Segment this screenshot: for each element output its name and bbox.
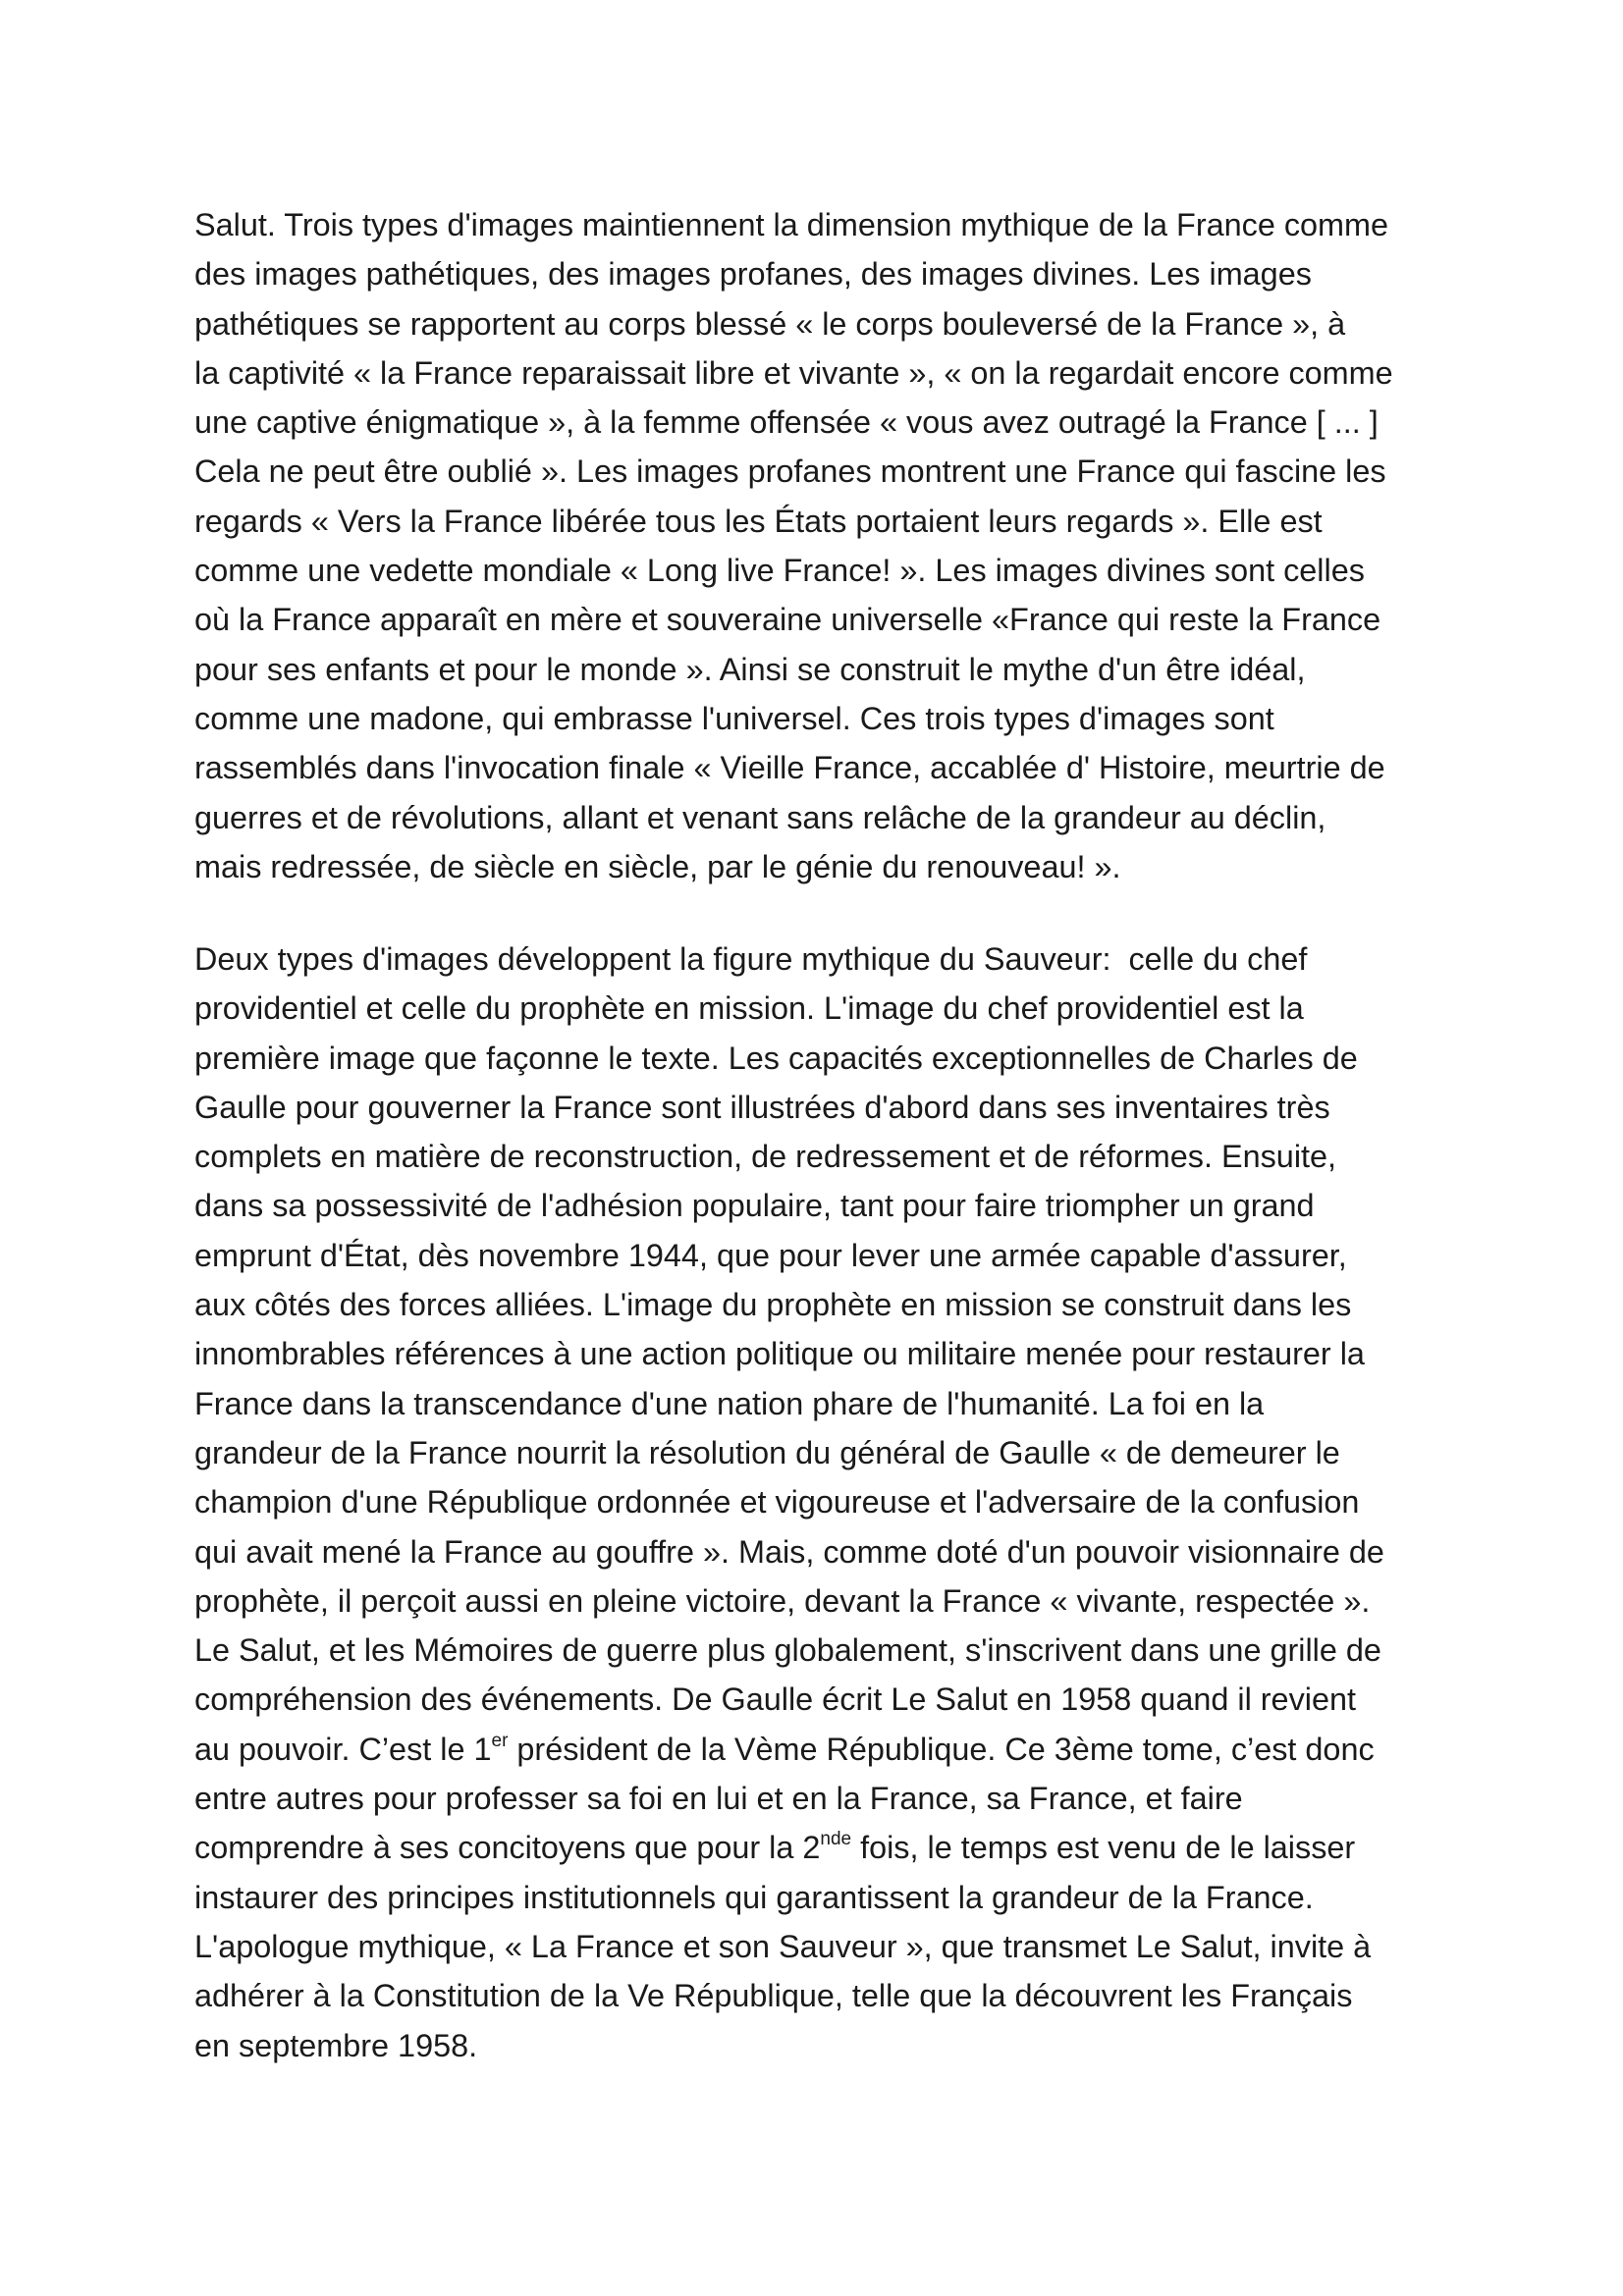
- text-line: première image que façonne le texte. Les capacités exceptionnelles de Charles de: [194, 1040, 1358, 1076]
- text-line: pour ses enfants et pour le monde ». Ainsi se construit le mythe d'un être idéal,: [194, 651, 1306, 687]
- text-line: pathétiques se rapportent au corps blessé « le corps bouleversé de la France », à: [194, 305, 1346, 342]
- text-line: Cela ne peut être oublié ». Les images profanes montrent une France qui fascine les: [194, 454, 1386, 490]
- text-line: en septembre 1958.: [194, 2027, 478, 2063]
- text-line: des images pathétiques, des images profanes, des images divines. Les images: [194, 256, 1312, 293]
- text-line: la captivité « la France reparaissait libre et vivante », « on la regardait encore comme: [194, 354, 1393, 391]
- text-line: comme une madone, qui embrasse l'universel. Ces trois types d'images sont: [194, 700, 1274, 736]
- paragraph-france-images: [194, 200, 1461, 891]
- text-segment: fois, le temps est venu de le laisser: [851, 1830, 1356, 1866]
- text-line-with-superscript: [194, 1725, 1461, 1774]
- paragraph-sauveur-images: [194, 934, 1461, 2070]
- ordinal-superscript: er: [491, 1730, 509, 1751]
- text-line: entre autres pour professer sa foi en lui et en la France, sa France, et faire: [194, 1781, 1243, 1817]
- text-line: L'apologue mythique, « La France et son Sauveur », que transmet Le Salut, invite à: [194, 1928, 1372, 1964]
- text-line: France dans la transcendance d'une nation phare de l'humanité. La foi en la: [194, 1385, 1265, 1421]
- text-line: rassemblés dans l'invocation finale « Vieille France, accablée d' Histoire, meurtrie de: [194, 750, 1385, 786]
- text-line: adhérer à la Constitution de la Ve République, telle que la découvrent les Français: [194, 1978, 1353, 2014]
- text-line: Deux types d'images développent la figure mythique du Sauveur: celle du chef: [194, 941, 1308, 977]
- text-line: emprunt d'État, dès novembre 1944, que pour lever une armée capable d'assurer,: [194, 1237, 1347, 1273]
- text-line: prophète, il perçoit aussi en pleine victoire, devant la France « vivante, respectée ».: [194, 1582, 1371, 1619]
- text-line: où la France apparaît en mère et souveraine universelle «France qui reste la France: [194, 602, 1381, 638]
- text-segment: président de la Vème République. Ce 3ème tome, c’est donc: [508, 1731, 1375, 1767]
- text-line: Salut. Trois types d'images maintiennent la dimension mythique de la France comme: [194, 207, 1389, 242]
- text-line: complets en matière de reconstruction, de redressement et de réformes. Ensuite,: [194, 1139, 1337, 1175]
- text-line: comme une vedette mondiale « Long live France! ». Les images divines sont celles: [194, 553, 1365, 589]
- text-segment: au pouvoir. C’est le 1: [194, 1731, 492, 1767]
- text-line: aux côtés des forces alliées. L'image du prophète en mission se construit dans les: [194, 1287, 1352, 1323]
- text-segment: comprendre à ses concitoyens que pour la 2: [194, 1830, 821, 1866]
- text-line: Gaulle pour gouverner la France sont illustrées d'abord dans ses inventaires très: [194, 1089, 1330, 1125]
- text-line: dans sa possessivité de l'adhésion populaire, tant pour faire triompher un grand: [194, 1188, 1315, 1224]
- text-line: mais redressée, de siècle en siècle, par le génie du renouveau! ».: [194, 848, 1121, 884]
- text-line: providentiel et celle du prophète en mission. L'image du chef providentiel est la: [194, 990, 1304, 1027]
- text-line: champion d'une République ordonnée et vigoureuse et l'adversaire de la confusion: [194, 1484, 1360, 1521]
- text-line: regards « Vers la France libérée tous les États portaient leurs regards ». Elle est: [194, 503, 1323, 539]
- text-line: innombrables références à une action politique ou militaire menée pour restaurer la: [194, 1336, 1365, 1372]
- text-line: qui avait mené la France au gouffre ». Mais, comme doté d'un pouvoir visionnaire de: [194, 1533, 1384, 1570]
- text-line: grandeur de la France nourrit la résolution du général de Gaulle « de demeurer le: [194, 1434, 1340, 1470]
- ordinal-superscript: nde: [820, 1829, 852, 1850]
- text-line: guerres et de révolutions, allant et venant sans relâche de la grandeur au déclin,: [194, 799, 1326, 835]
- text-line: Le Salut, et les Mémoires de guerre plus globalement, s'inscrivent dans une grille de: [194, 1632, 1381, 1669]
- text-line-with-superscript: [194, 1823, 1461, 1872]
- text-line: compréhension des événements. De Gaulle écrit Le Salut en 1958 quand il revient: [194, 1682, 1356, 1718]
- text-line: instaurer des principes institutionnels qui garantissent la grandeur de la France.: [194, 1879, 1314, 1915]
- text-line: une captive énigmatique », à la femme offensée « vous avez outragé la France [ ... ]: [194, 404, 1379, 441]
